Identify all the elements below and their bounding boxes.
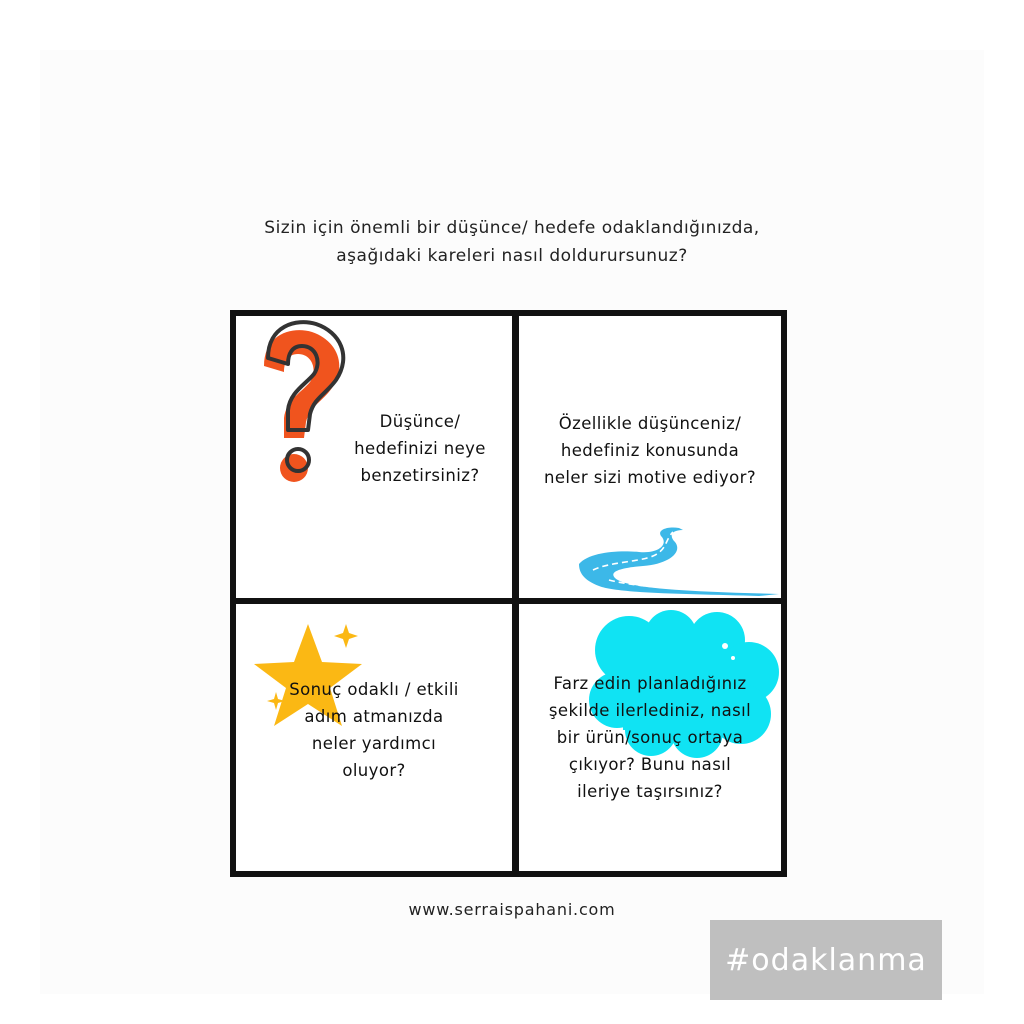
quadrant-bottom-right-text xyxy=(519,670,781,805)
hashtag-label: #odaklanma xyxy=(725,942,927,978)
quadrant-top-right-line-3: neler sizi motive ediyor? xyxy=(543,468,757,487)
winding-road-icon xyxy=(579,524,779,594)
quadrant-bottom-left-text xyxy=(236,676,512,784)
intro-question xyxy=(0,214,1024,270)
quadrant-bottom-right xyxy=(519,604,781,871)
intro-line-2: aşağıdaki kareleri nasıl doldurursunuz? xyxy=(336,246,688,266)
quadrant-top-left-text xyxy=(320,408,520,489)
hashtag-badge xyxy=(710,920,942,1000)
quadrant-bottom-left xyxy=(236,604,512,871)
quadrant-bottom-left-line-1: Sonuç odaklı / etkili xyxy=(289,680,459,699)
quadrant-bottom-right-line-4: çıkıyor? Bunu nasıl xyxy=(568,755,732,774)
quadrant-top-left-line-2: hedefinizi neye xyxy=(354,439,486,458)
quadrant-grid xyxy=(230,310,787,877)
quadrant-bottom-left-line-4: oluyor? xyxy=(342,761,406,780)
quadrant-bottom-right-line-3: bir ürün/sonuç ortaya xyxy=(556,728,744,747)
quadrant-top-left-line-3: benzetirsiniz? xyxy=(360,466,480,485)
quadrant-bottom-right-line-2: şekilde ilerlediniz, nasıl xyxy=(548,701,752,720)
quadrant-top-right xyxy=(519,316,781,598)
quadrant-top-left xyxy=(236,316,512,598)
quadrant-bottom-left-line-3: neler yardımcı xyxy=(311,734,437,753)
quadrant-top-right-text xyxy=(519,410,781,491)
intro-line-1: Sizin için önemli bir düşünce/ hedefe odaklandığınızda, xyxy=(264,218,760,238)
website-link[interactable]: www.serraispahani.com xyxy=(408,900,616,919)
grid-vertical-divider xyxy=(512,316,519,871)
quadrant-bottom-right-line-1: Farz edin planladığınız xyxy=(553,674,747,693)
quadrant-top-left-line-1: Düşünce/ xyxy=(379,412,461,431)
quadrant-top-right-line-1: Özellikle düşünceniz/ xyxy=(558,414,742,433)
quadrant-bottom-left-line-2: adım atmanızda xyxy=(304,707,444,726)
quadrant-top-right-line-2: hedefiniz konusunda xyxy=(560,441,740,460)
quadrant-bottom-right-line-5: ileriye taşırsınız? xyxy=(577,782,723,801)
